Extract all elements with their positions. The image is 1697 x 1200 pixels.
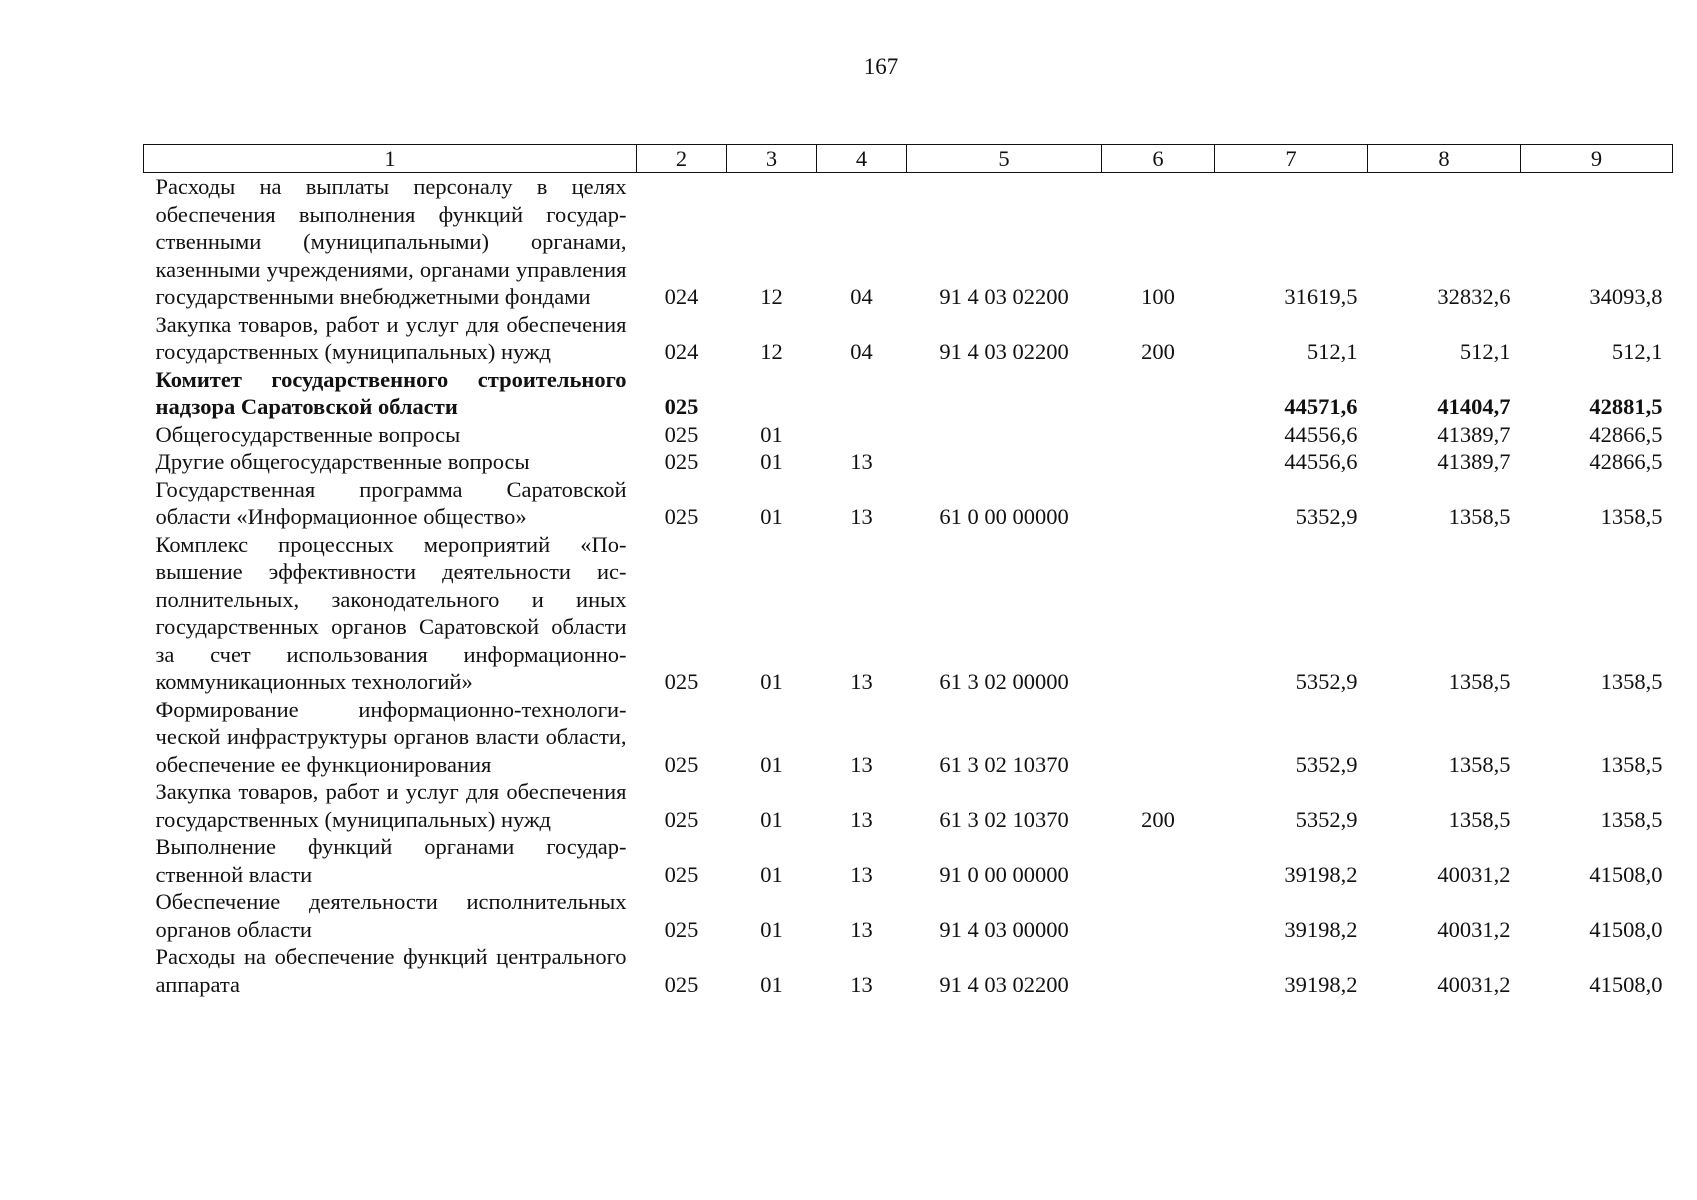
cell-expense-type: 200 bbox=[1141, 806, 1175, 832]
table-row bbox=[144, 531, 1673, 696]
table-body bbox=[144, 173, 1673, 999]
cell-section: 01 bbox=[760, 916, 783, 942]
cell-subsection: 13 bbox=[850, 449, 873, 474]
row-description: Расходы на выплаты персоналу в целях обеспечения выполнения функций государственными (муниципальными) органами, казенными учреждениями, органами управления государственными внебюджетными фондами bbox=[155, 174, 627, 309]
cell-target-article: 91 4 03 02200 bbox=[939, 971, 1069, 997]
cell-subsection: 13 bbox=[850, 971, 873, 997]
row-description: Государственная программа Саратовской области «Информационное общество» bbox=[155, 476, 627, 529]
table-row bbox=[144, 943, 1673, 998]
cell-section: 01 bbox=[760, 751, 783, 777]
cell-ministry-code: 025 bbox=[664, 449, 699, 474]
cell-amount-year3: 41508,0 bbox=[1589, 916, 1663, 942]
cell-section: 01 bbox=[760, 669, 783, 694]
cell-section: 12 bbox=[760, 284, 783, 309]
table-row bbox=[144, 888, 1673, 943]
cell-ministry-code: 025 bbox=[664, 861, 699, 887]
cell-expense-type bbox=[1102, 888, 1215, 943]
table-row bbox=[144, 173, 1673, 311]
cell-target-article: 91 4 03 00000 bbox=[939, 916, 1069, 942]
cell-ministry-code: 025 bbox=[664, 971, 699, 997]
row-description: Другие общегосударственные вопросы bbox=[155, 449, 530, 474]
cell-subsection: 13 bbox=[850, 504, 873, 529]
column-header: 5 bbox=[907, 145, 1102, 173]
cell-subsection: 04 bbox=[850, 284, 873, 309]
cell-subsection: 13 bbox=[850, 751, 873, 777]
cell-amount-year3: 41508,0 bbox=[1589, 861, 1663, 887]
cell-ministry-code: 025 bbox=[664, 504, 699, 529]
cell-amount-year2: 41389,7 bbox=[1437, 449, 1511, 474]
cell-subsection: 13 bbox=[850, 916, 873, 942]
cell-expense-type bbox=[1102, 421, 1215, 449]
column-header: 1 bbox=[144, 145, 637, 173]
cell-target-article: 91 4 03 02200 bbox=[939, 284, 1069, 309]
row-description: Обеспечение деятельности исполнительных органов области bbox=[155, 889, 627, 942]
cell-amount-year2: 1358,5 bbox=[1448, 751, 1511, 777]
cell-expense-type bbox=[1102, 833, 1215, 888]
cell-amount-year3: 42866,5 bbox=[1589, 421, 1663, 447]
cell-amount-year2: 1358,5 bbox=[1448, 669, 1511, 694]
cell-subsection: 13 bbox=[850, 806, 873, 832]
table-row bbox=[144, 833, 1673, 888]
cell-amount-year1: 44571,6 bbox=[1284, 394, 1358, 419]
row-description: Расходы на обеспечение функций центрального аппарата bbox=[155, 944, 627, 997]
cell-section: 12 bbox=[760, 339, 783, 364]
cell-ministry-code: 024 bbox=[664, 339, 699, 364]
cell-amount-year2: 41389,7 bbox=[1437, 421, 1511, 447]
row-description: Комплекс процессных мероприятий «Повышение эффективности деятельности исполнительных, законодательного и иных государственных органов Саратовской области за счет использования информационно-коммуникационных технологий» bbox=[155, 531, 627, 694]
row-description: Формирование информационно-технологической инфраструктуры органов власти области, обеспечение ее функционирования bbox=[155, 696, 627, 777]
cell-target-article: 91 4 03 02200 bbox=[939, 339, 1069, 364]
column-header: 3 bbox=[727, 145, 817, 173]
cell-ministry-code: 025 bbox=[664, 421, 699, 447]
cell-expense-type bbox=[1102, 531, 1215, 696]
cell-amount-year1: 44556,6 bbox=[1284, 449, 1358, 474]
table-header-row bbox=[144, 145, 1673, 173]
cell-amount-year2: 40031,2 bbox=[1437, 861, 1511, 887]
page-number: 167 bbox=[863, 54, 899, 79]
table-row bbox=[144, 778, 1673, 833]
cell-section: 01 bbox=[760, 806, 783, 832]
cell-amount-year2: 1358,5 bbox=[1448, 806, 1511, 832]
cell-amount-year1: 39198,2 bbox=[1284, 916, 1358, 942]
cell-target-article: 61 0 00 00000 bbox=[939, 504, 1069, 529]
cell-target-article bbox=[907, 448, 1102, 476]
cell-section: 01 bbox=[760, 421, 783, 447]
cell-amount-year1: 512,1 bbox=[1306, 339, 1358, 364]
cell-subsection: 13 bbox=[850, 669, 873, 694]
cell-amount-year3: 42881,5 bbox=[1589, 394, 1663, 419]
cell-amount-year1: 5352,9 bbox=[1295, 669, 1358, 694]
cell-amount-year1: 39198,2 bbox=[1284, 861, 1358, 887]
cell-expense-type bbox=[1102, 943, 1215, 998]
cell-section: 01 bbox=[760, 504, 783, 529]
cell-amount-year3: 34093,8 bbox=[1589, 284, 1663, 309]
table-row bbox=[144, 366, 1673, 421]
cell-subsection bbox=[817, 366, 907, 421]
cell-amount-year2: 40031,2 bbox=[1437, 971, 1511, 997]
cell-target-article: 91 0 00 00000 bbox=[939, 861, 1069, 887]
cell-ministry-code: 025 bbox=[664, 751, 699, 777]
cell-subsection: 13 bbox=[850, 861, 873, 887]
cell-expense-type bbox=[1102, 366, 1215, 421]
cell-amount-year1: 39198,2 bbox=[1284, 971, 1358, 997]
cell-target-article bbox=[907, 366, 1102, 421]
cell-amount-year1: 5352,9 bbox=[1295, 751, 1358, 777]
cell-amount-year2: 1358,5 bbox=[1448, 504, 1511, 529]
row-description: Выполнение функций органами государственной власти bbox=[155, 834, 627, 887]
column-header: 8 bbox=[1368, 145, 1521, 173]
row-description: Общегосударственные вопросы bbox=[155, 421, 461, 447]
cell-ministry-code: 024 bbox=[664, 284, 699, 309]
table-row bbox=[144, 448, 1673, 476]
column-header: 4 bbox=[817, 145, 907, 173]
cell-amount-year3: 512,1 bbox=[1611, 339, 1663, 364]
row-description: Закупка товаров, работ и услуг для обеспечения государственных (муниципальных) нужд bbox=[155, 311, 627, 364]
cell-amount-year2: 40031,2 bbox=[1437, 916, 1511, 942]
cell-section bbox=[727, 366, 817, 421]
cell-target-article: 61 3 02 10370 bbox=[939, 806, 1069, 832]
table-row bbox=[144, 696, 1673, 779]
cell-amount-year1: 31619,5 bbox=[1284, 284, 1358, 309]
column-header: 7 bbox=[1215, 145, 1368, 173]
column-header: 9 bbox=[1521, 145, 1673, 173]
budget-table bbox=[143, 144, 1673, 998]
cell-target-article bbox=[907, 421, 1102, 449]
cell-amount-year2: 512,1 bbox=[1459, 339, 1511, 364]
cell-expense-type: 100 bbox=[1141, 284, 1175, 309]
table-row bbox=[144, 476, 1673, 531]
cell-amount-year1: 5352,9 bbox=[1295, 806, 1358, 832]
cell-amount-year1: 44556,6 bbox=[1284, 421, 1358, 447]
cell-expense-type bbox=[1102, 696, 1215, 779]
cell-ministry-code: 025 bbox=[664, 394, 699, 419]
cell-target-article: 61 3 02 10370 bbox=[939, 751, 1069, 777]
cell-amount-year2: 41404,7 bbox=[1437, 394, 1511, 419]
cell-amount-year3: 42866,5 bbox=[1589, 449, 1663, 474]
cell-amount-year3: 1358,5 bbox=[1600, 806, 1663, 832]
cell-expense-type: 200 bbox=[1141, 339, 1175, 364]
cell-amount-year3: 41508,0 bbox=[1589, 971, 1663, 997]
cell-subsection bbox=[817, 421, 907, 449]
cell-amount-year3: 1358,5 bbox=[1600, 669, 1663, 694]
cell-section: 01 bbox=[760, 449, 783, 474]
cell-expense-type bbox=[1102, 448, 1215, 476]
row-description: Комитет государственного строительного надзора Саратовской области bbox=[155, 366, 627, 419]
cell-subsection: 04 bbox=[850, 339, 873, 364]
cell-section: 01 bbox=[760, 861, 783, 887]
table-row bbox=[144, 311, 1673, 366]
cell-target-article: 61 3 02 00000 bbox=[939, 669, 1069, 694]
cell-ministry-code: 025 bbox=[664, 669, 699, 694]
column-header: 6 bbox=[1102, 145, 1215, 173]
cell-section: 01 bbox=[760, 971, 783, 997]
column-header: 2 bbox=[637, 145, 727, 173]
cell-amount-year3: 1358,5 bbox=[1600, 751, 1663, 777]
cell-ministry-code: 025 bbox=[664, 806, 699, 832]
row-description: Закупка товаров, работ и услуг для обеспечения государственных (муниципальных) нужд bbox=[155, 779, 627, 832]
cell-amount-year1: 5352,9 bbox=[1295, 504, 1358, 529]
cell-amount-year2: 32832,6 bbox=[1437, 284, 1511, 309]
cell-expense-type bbox=[1102, 476, 1215, 531]
cell-amount-year3: 1358,5 bbox=[1600, 504, 1663, 529]
cell-ministry-code: 025 bbox=[664, 916, 699, 942]
table-row bbox=[144, 421, 1673, 449]
